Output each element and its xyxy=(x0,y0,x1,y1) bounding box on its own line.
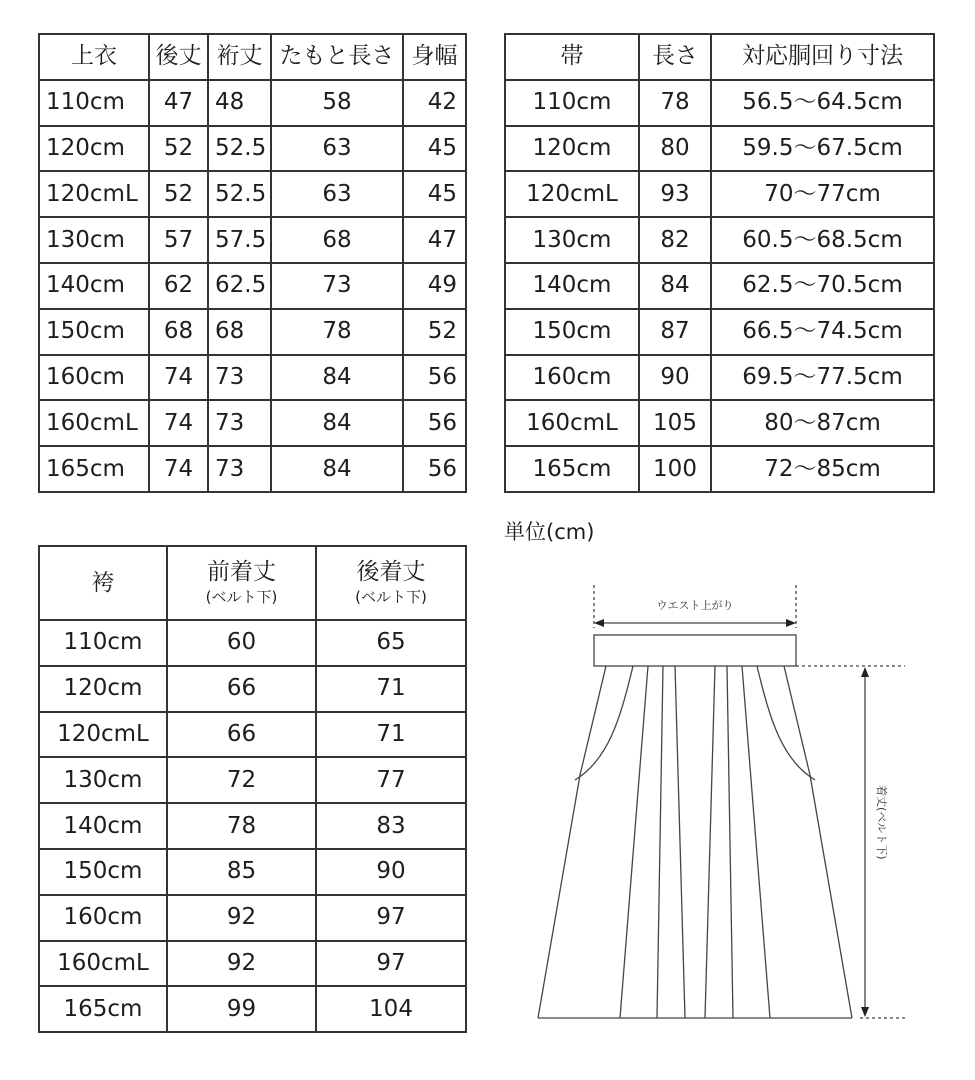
table-row xyxy=(39,620,466,666)
table-cell: 130cm xyxy=(39,217,149,263)
table-cell: 45 xyxy=(403,171,466,217)
table-cell: 74 xyxy=(149,355,208,401)
hakama-diagram xyxy=(520,580,920,1030)
table-cell: 74 xyxy=(149,446,208,492)
column-header-sublabel: (ベルト下) xyxy=(355,588,427,606)
table-cell: 160cmL xyxy=(39,941,167,987)
table-row xyxy=(505,355,934,401)
table-cell: 160cmL xyxy=(39,400,149,446)
table-cell: 110cm xyxy=(39,80,149,126)
table-cell: 56 xyxy=(403,446,466,492)
table-cell: 80 xyxy=(639,126,711,172)
table-cell: 120cm xyxy=(505,126,639,172)
table-cell: 68 xyxy=(271,217,403,263)
table-row xyxy=(505,263,934,309)
table-cell: 90 xyxy=(316,849,466,895)
table-row xyxy=(505,446,934,492)
table-cell: 72〜85cm xyxy=(711,446,934,492)
column-header: たもと長さ xyxy=(271,34,403,80)
length-label: 着丈(ベルト下) xyxy=(875,785,888,860)
table-row xyxy=(39,217,466,263)
table-row xyxy=(39,309,466,355)
table-cell: 92 xyxy=(167,895,316,941)
table-cell: 71 xyxy=(316,712,466,758)
table-row xyxy=(39,712,466,758)
table-row xyxy=(39,757,466,803)
table-cell: 150cm xyxy=(39,849,167,895)
column-header: 後丈 xyxy=(149,34,208,80)
column-header: 帯 xyxy=(505,34,639,80)
table-cell: 63 xyxy=(271,171,403,217)
table-cell: 42 xyxy=(403,80,466,126)
column-header xyxy=(39,546,167,620)
jacket-size-table xyxy=(38,33,467,493)
table-cell: 120cm xyxy=(39,126,149,172)
table-cell: 140cm xyxy=(39,803,167,849)
table-cell: 73 xyxy=(208,446,271,492)
table-cell: 84 xyxy=(271,446,403,492)
table-cell: 140cm xyxy=(505,263,639,309)
table-cell: 110cm xyxy=(505,80,639,126)
table-cell: 90 xyxy=(639,355,711,401)
table-cell: 150cm xyxy=(505,309,639,355)
table-cell: 120cm xyxy=(39,666,167,712)
table-cell: 160cm xyxy=(39,355,149,401)
hakama-size-table xyxy=(38,545,467,1033)
table-cell: 100 xyxy=(639,446,711,492)
table-cell: 52 xyxy=(149,171,208,217)
table-cell: 60 xyxy=(167,620,316,666)
table-cell: 160cmL xyxy=(505,400,639,446)
table-cell: 165cm xyxy=(39,986,167,1032)
table-row xyxy=(39,263,466,309)
table-cell: 73 xyxy=(208,400,271,446)
table-cell: 66 xyxy=(167,666,316,712)
table-cell: 92 xyxy=(167,941,316,987)
table-cell: 73 xyxy=(208,355,271,401)
table-row xyxy=(39,171,466,217)
table-cell: 84 xyxy=(639,263,711,309)
table-cell: 63 xyxy=(271,126,403,172)
table-row xyxy=(39,666,466,712)
table-row xyxy=(505,400,934,446)
table-cell: 69.5〜77.5cm xyxy=(711,355,934,401)
table-cell: 78 xyxy=(271,309,403,355)
table-cell: 150cm xyxy=(39,309,149,355)
table-cell: 97 xyxy=(316,941,466,987)
column-header: 身幅 xyxy=(403,34,466,80)
table-row xyxy=(39,849,466,895)
table-cell: 165cm xyxy=(39,446,149,492)
table-cell: 97 xyxy=(316,895,466,941)
table-cell: 165cm xyxy=(505,446,639,492)
table-cell: 87 xyxy=(639,309,711,355)
table-cell: 71 xyxy=(316,666,466,712)
table-cell: 66.5〜74.5cm xyxy=(711,309,934,355)
column-header: 対応胴回り寸法 xyxy=(711,34,934,80)
table-cell: 62.5 xyxy=(208,263,271,309)
table-cell: 45 xyxy=(403,126,466,172)
table-header-row xyxy=(39,34,466,80)
table-cell: 72 xyxy=(167,757,316,803)
table-row xyxy=(505,126,934,172)
table-row xyxy=(39,400,466,446)
table-cell: 120cmL xyxy=(39,712,167,758)
table-cell: 47 xyxy=(403,217,466,263)
column-header-label: 前着丈 xyxy=(207,559,276,585)
table-cell: 84 xyxy=(271,355,403,401)
table-cell: 78 xyxy=(639,80,711,126)
table-cell: 60.5〜68.5cm xyxy=(711,217,934,263)
column-header: 長さ xyxy=(639,34,711,80)
table-cell: 83 xyxy=(316,803,466,849)
table-row xyxy=(505,309,934,355)
table-cell: 47 xyxy=(149,80,208,126)
table-cell: 130cm xyxy=(505,217,639,263)
table-cell: 57.5 xyxy=(208,217,271,263)
table-row xyxy=(39,126,466,172)
table-cell: 140cm xyxy=(39,263,149,309)
column-header xyxy=(316,546,466,620)
table-cell: 62.5〜70.5cm xyxy=(711,263,934,309)
table-cell: 105 xyxy=(639,400,711,446)
column-header: 上衣 xyxy=(39,34,149,80)
table-row xyxy=(505,217,934,263)
table-cell: 120cmL xyxy=(505,171,639,217)
table-cell: 59.5〜67.5cm xyxy=(711,126,934,172)
table-cell: 99 xyxy=(167,986,316,1032)
table-cell: 160cm xyxy=(505,355,639,401)
table-cell: 56 xyxy=(403,400,466,446)
table-cell: 93 xyxy=(639,171,711,217)
unit-note: 単位(cm) xyxy=(504,520,595,544)
table-cell: 110cm xyxy=(39,620,167,666)
table-cell: 58 xyxy=(271,80,403,126)
table-cell: 49 xyxy=(403,263,466,309)
table-row xyxy=(505,171,934,217)
table-cell: 70〜77cm xyxy=(711,171,934,217)
table-row xyxy=(505,80,934,126)
column-header-sublabel: (ベルト下) xyxy=(205,588,278,606)
table-cell: 56.5〜64.5cm xyxy=(711,80,934,126)
table-cell: 104 xyxy=(316,986,466,1032)
table-cell: 52.5 xyxy=(208,171,271,217)
table-row xyxy=(39,986,466,1032)
table-cell: 56 xyxy=(403,355,466,401)
table-cell: 57 xyxy=(149,217,208,263)
column-header: 裄丈 xyxy=(208,34,271,80)
column-header-label: 後着丈 xyxy=(356,559,426,585)
table-cell: 120cmL xyxy=(39,171,149,217)
column-header-label: 袴 xyxy=(91,569,115,596)
table-cell: 66 xyxy=(167,712,316,758)
table-row xyxy=(39,803,466,849)
table-cell: 68 xyxy=(208,309,271,355)
table-row xyxy=(39,355,466,401)
table-row xyxy=(39,895,466,941)
table-cell: 65 xyxy=(316,620,466,666)
table-cell: 52 xyxy=(403,309,466,355)
column-header xyxy=(167,546,316,620)
table-row xyxy=(39,446,466,492)
obi-size-table xyxy=(504,33,935,493)
table-cell: 160cm xyxy=(39,895,167,941)
table-cell: 52.5 xyxy=(208,126,271,172)
table-row xyxy=(39,80,466,126)
table-cell: 84 xyxy=(271,400,403,446)
table-cell: 48 xyxy=(208,80,271,126)
table-cell: 68 xyxy=(149,309,208,355)
table-cell: 80〜87cm xyxy=(711,400,934,446)
waist-label: ウエスト上がり xyxy=(656,599,734,612)
table-cell: 52 xyxy=(149,126,208,172)
table-cell: 78 xyxy=(167,803,316,849)
table-cell: 73 xyxy=(271,263,403,309)
table-header-row xyxy=(39,546,466,620)
table-cell: 62 xyxy=(149,263,208,309)
table-cell: 130cm xyxy=(39,757,167,803)
table-cell: 77 xyxy=(316,757,466,803)
table-cell: 85 xyxy=(167,849,316,895)
table-cell: 82 xyxy=(639,217,711,263)
table-cell: 74 xyxy=(149,400,208,446)
table-header-row xyxy=(505,34,934,80)
table-row xyxy=(39,941,466,987)
